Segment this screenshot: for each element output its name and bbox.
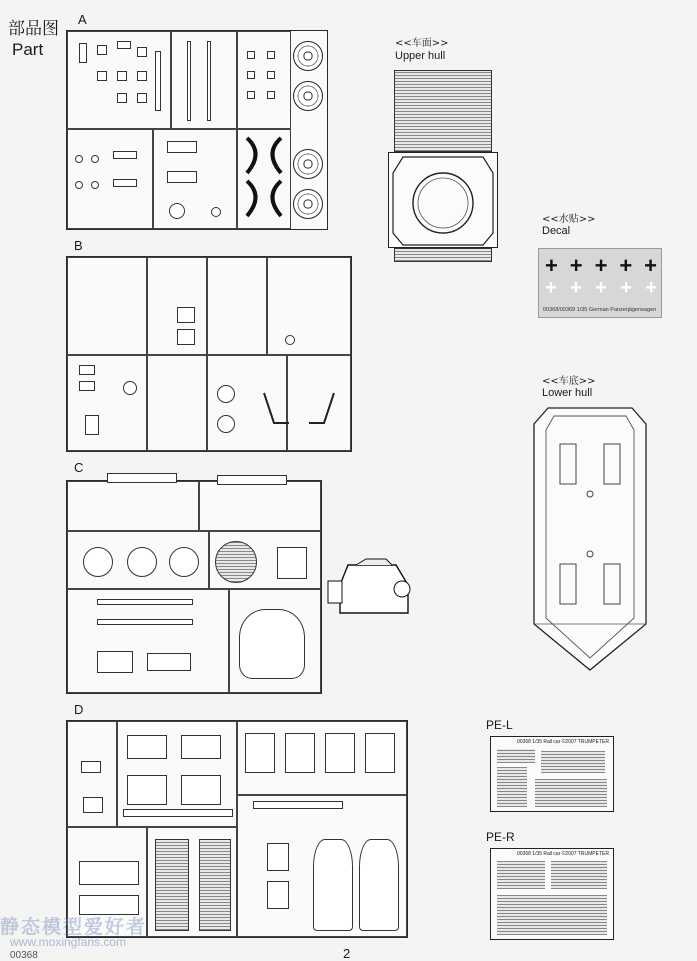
sprue-part: [75, 155, 83, 163]
pe-left-label: PE-L: [486, 718, 513, 732]
sprue-part: [127, 735, 167, 759]
decal-label-cn: <<水贴>>: [542, 214, 596, 225]
watermark-text: 静态模型爱好者: [0, 916, 148, 938]
sprue-part: [247, 71, 255, 79]
pe-right-plate-text: 00368 1/35 Rail car ©2007 TRUMPETER: [517, 851, 609, 857]
road-wheel: [293, 81, 323, 111]
balkenkreuz-decal-icon: +: [569, 253, 583, 278]
sprue-part: [113, 179, 137, 187]
sprue-part: [137, 71, 147, 81]
gun-barrel-part: [97, 599, 193, 605]
upper-hull-drawing: [388, 70, 498, 262]
sprue-part: [247, 91, 255, 99]
lower-hull-drawing: [530, 404, 650, 674]
upper-hull-label-en: Upper hull: [395, 50, 446, 62]
sprue-part: [267, 91, 275, 99]
sprue-c-frame: [66, 480, 322, 694]
decal-row-black: [545, 253, 657, 279]
sprue-a-letter: A: [78, 12, 87, 27]
sprue-a-cell: [237, 31, 291, 129]
sprue-part: [217, 415, 235, 433]
sprue-part: [137, 47, 147, 57]
lower-hull-label-cn: <<车底>>: [542, 376, 596, 387]
sprue-part: [177, 329, 195, 345]
sprue-part: [177, 307, 195, 323]
balkenkreuz-decal-icon: +: [645, 277, 657, 299]
sprue-part: [113, 151, 137, 159]
upper-hull-center: [388, 152, 498, 248]
balkenkreuz-decal-icon: +: [644, 253, 657, 278]
pe-left-fret: [490, 736, 614, 812]
sprue-part: [313, 839, 353, 931]
pe-mesh-part: [497, 895, 607, 935]
balkenkreuz-decal-icon: +: [620, 277, 632, 299]
sprue-part: [217, 385, 235, 403]
balkenkreuz-decal-icon: +: [545, 277, 557, 299]
sprue-part: [181, 735, 221, 759]
sprue-part: [267, 51, 275, 59]
page-number: 2: [343, 946, 351, 961]
sprue-part: [253, 801, 343, 809]
pe-mesh-part: [541, 751, 605, 773]
sprue-part: [267, 881, 289, 909]
sprue-a-track-links: [239, 133, 289, 223]
sprue-part: [79, 365, 95, 375]
sprue-d-frame: [66, 720, 408, 938]
sprue-part: [267, 71, 275, 79]
sprue-part: [79, 381, 95, 391]
turret-part: [239, 609, 305, 679]
sprue-a-cell: [67, 129, 153, 229]
hatch-ring-part: [83, 547, 113, 577]
sprue-part: [107, 473, 177, 483]
sprue-b-letter: B: [74, 238, 83, 253]
sprue-c-cell: [199, 481, 321, 531]
sprue-part: [117, 71, 127, 81]
balkenkreuz-decal-icon: +: [545, 253, 558, 278]
sprue-b-cell: [267, 257, 351, 355]
pe-mesh-part: [497, 861, 545, 889]
sprue-b-cell: [67, 257, 147, 355]
sprue-part: [359, 839, 399, 931]
sprue-b-brackets: [259, 383, 339, 443]
sprue-part: [167, 171, 197, 183]
grate-panel-part: [155, 839, 189, 931]
sprue-part: [97, 651, 133, 673]
decal-caption: 00368/00369 1/35 German Panzerjägerwagen: [543, 307, 657, 313]
sprue-part: [91, 155, 99, 163]
decal-row-white: [545, 277, 657, 300]
sprue-part: [211, 207, 221, 217]
sprue-part: [97, 71, 107, 81]
pe-mesh-part: [551, 861, 607, 889]
sprue-a-frame: [66, 30, 328, 230]
sprue-part: [137, 93, 147, 103]
sprue-part: [325, 733, 355, 773]
hatch-ring-part: [127, 547, 157, 577]
sprue-a-cell: [171, 31, 237, 129]
grate-panel-part: [199, 839, 231, 931]
sprue-part: [181, 775, 221, 805]
sprue-part: [127, 775, 167, 805]
sprue-part: [79, 43, 87, 63]
sprue-part: [277, 547, 307, 579]
sprue-part: [187, 41, 191, 121]
decal-label-en: Decal: [542, 225, 571, 237]
sprue-part: [147, 653, 191, 671]
balkenkreuz-decal-icon: +: [594, 253, 608, 278]
sprue-part: [247, 51, 255, 59]
road-wheel: [293, 41, 323, 71]
balkenkreuz-decal-icon: +: [595, 277, 607, 299]
gun-barrel-part: [97, 619, 193, 625]
footer-code: 00368: [10, 950, 38, 961]
sprue-part: [123, 381, 137, 395]
pe-mesh-part: [497, 749, 535, 763]
road-wheel: [293, 189, 323, 219]
sprue-part: [91, 181, 99, 189]
pe-mesh-part: [497, 767, 527, 807]
sprue-part: [85, 415, 99, 435]
sprue-part: [97, 45, 107, 55]
road-wheel: [293, 149, 323, 179]
upper-hull-turret-ring: [389, 153, 497, 247]
upper-hull-deck-rear: [394, 248, 492, 262]
sprue-part: [285, 733, 315, 773]
sprue-c-letter: C: [74, 460, 84, 475]
upper-hull-deck-front: [394, 70, 492, 152]
decal-sheet: [538, 248, 662, 318]
sprue-part: [83, 797, 103, 813]
balkenkreuz-decal-icon: +: [570, 277, 582, 299]
lower-hull-label-en: Lower hull: [542, 387, 593, 399]
hatch-ring-part: [169, 547, 199, 577]
pe-left-plate-text: 00368 1/35 Rail car ©2007 TRUMPETER: [517, 739, 609, 745]
sprue-part: [117, 41, 131, 49]
sprue-b-cell: [147, 355, 207, 451]
sprue-part: [365, 733, 395, 773]
sprue-b-cell: [207, 257, 267, 355]
sprue-part: [75, 181, 83, 189]
pe-mesh-part: [535, 779, 607, 807]
page-title-cn: 部品图: [8, 19, 59, 39]
sprue-b-frame: [66, 256, 352, 452]
upper-hull-label-cn: <<车面>>: [395, 38, 449, 49]
sprue-part: [167, 141, 197, 153]
page-title-en: Part: [12, 40, 44, 59]
balkenkreuz-decal-icon: +: [619, 253, 633, 278]
sprue-part: [79, 861, 139, 885]
watermark-url: www.moxingfans.com: [10, 935, 127, 949]
sprue-part: [169, 203, 185, 219]
sprue-part: [123, 809, 233, 817]
sprue-part: [245, 733, 275, 773]
sprue-c-cell: [67, 481, 199, 531]
sprue-d-letter: D: [74, 702, 84, 717]
sprue-part: [217, 475, 287, 485]
turret-assembly-drawing: [326, 555, 418, 627]
sprue-part: [117, 93, 127, 103]
turret-roof-part: [215, 541, 257, 583]
sprue-part: [285, 335, 295, 345]
sprue-part: [267, 843, 289, 871]
pe-right-label: PE-R: [486, 830, 515, 844]
pe-right-fret: [490, 848, 614, 940]
sprue-part: [81, 761, 101, 773]
sprue-part: [207, 41, 211, 121]
sprue-part: [155, 51, 161, 111]
